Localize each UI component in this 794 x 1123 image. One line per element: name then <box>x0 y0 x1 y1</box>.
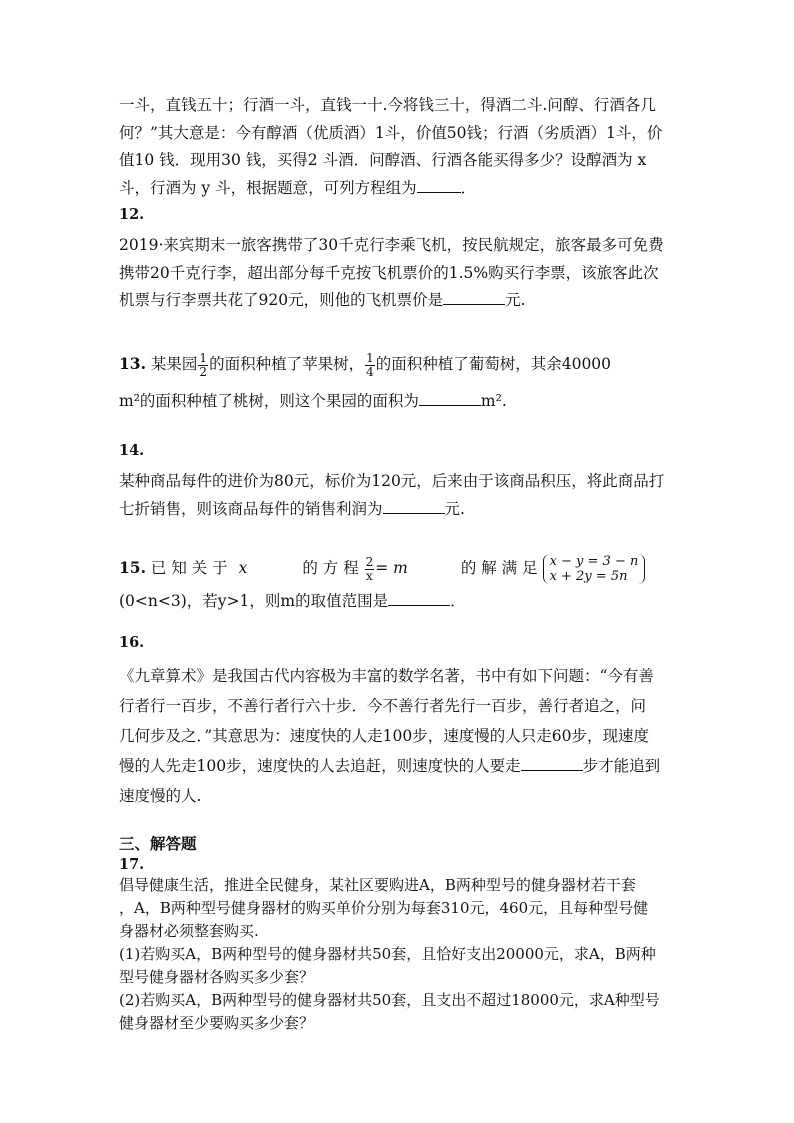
q12-text <box>119 232 675 315</box>
q12-number: 12. <box>119 206 145 223</box>
q16-line1: 《九章算术》是我国古代内容极为丰富的数学名著，书中有如下问题：“今有善 <box>119 667 654 685</box>
q15-number: 15. <box>119 558 146 577</box>
q15-variable-x: x <box>238 559 248 577</box>
q16-number: 16. <box>119 634 145 651</box>
q17-number: 17. <box>119 856 145 873</box>
q12-line2: 携带20千克行李，超出部分每千克按飞机票价的1.5%购买行李票，该旅客此次 <box>119 263 659 282</box>
q16-line5: 速度慢的人. <box>119 787 202 805</box>
q13-fraction-quarter: $\frac{1}{4}$ <box>366 350 374 379</box>
q16-line2: 行者行一百步，不善行者行六十步．今不善行者先行一百步，善行者追之，问 <box>119 697 647 715</box>
q12-line1: 2019·来宾期末一旅客携带了30千克行李乘飞机，按民航规定，旅客最多可免费 <box>119 236 664 254</box>
q15-line2: (0<n<3)，若y>1，则m的取值范围是 ． <box>119 588 675 616</box>
q17-line1: 倡导健康生活，推进全民健身，某社区要购进A，B两种型号的健身器材若干套 <box>119 876 636 894</box>
q14-answer-blank <box>383 497 445 514</box>
q14-number: 14. <box>119 442 145 459</box>
q14-line2: 七折销售，则该商品每件的销售利润为 元. <box>119 496 675 524</box>
q14-line1: 某种商品每件的进价为80元，标价为120元，后来由于该商品积压，将此商品打 <box>119 472 665 490</box>
q11-line4: 斗，行酒为 y 斗，根据题意，可列方程组为 ． <box>119 175 675 203</box>
q13-fraction-half: $\frac{1}{2}$ <box>199 350 208 379</box>
q11-answer-blank <box>417 176 461 193</box>
q16-text <box>119 661 675 811</box>
q13-line2: m²的面积种植了桃树，则这个果园的面积为 m². <box>119 388 675 416</box>
q15-equation-system: x − y = 3 − n x + 2y = 5n <box>543 554 646 584</box>
q16-line3: 几何步及之．”其意思为：速度快的人走100步，速度慢的人只走60步，现速度 <box>119 727 649 745</box>
q17-line5: 型号健身器材各购买多少套？ <box>119 968 315 986</box>
q15-equation-rhs: = m <box>375 559 408 577</box>
q15-fraction: $\frac{2}{x}$ <box>365 554 374 583</box>
q12-line3: 机票与行李票共花了920元，则他的飞机票价是 元. <box>119 287 675 315</box>
q16-answer-blank <box>521 754 583 771</box>
q13-answer-blank <box>419 389 481 406</box>
q15-answer-blank <box>388 589 450 606</box>
q13-number: 13. <box>119 354 146 373</box>
q17-line4: (1)若购买A，B两种型号的健身器材共50套，且恰好支出20000元，求A，B两种 <box>119 945 656 963</box>
q11-line2: 何？”其大意是：今有醇酒（优质酒）1斗，价值50钱；行酒（劣质酒）1斗，价 <box>119 123 663 142</box>
q11-text <box>119 92 675 202</box>
section-title: 三、解答题 <box>119 834 197 853</box>
q12-answer-blank <box>443 288 505 305</box>
q13-line1: 13. 某果园 $\frac{1}{2}$ 的面积种植了苹果树， $\frac{1}{4}$ 的面积种植了葡萄树，其余40000 <box>119 350 612 379</box>
q17-line6: (2)若购买A，B两种型号的健身器材共50套，且支出不超过18000元，求A种型号 <box>119 991 660 1009</box>
q14-text <box>119 468 675 523</box>
q17-line2: ，A，B两种型号健身器材的购买单价分别为每套310元，460元，且每种型号健 <box>119 899 649 917</box>
q17-text <box>119 874 675 1035</box>
q11-line3: 值10 钱．现用30 钱，买得2 斗酒．问醇酒、行酒各能买得多少？设醇酒为 x <box>119 151 647 169</box>
q17-line3: 身器材必须整套购买. <box>119 922 259 940</box>
q11-line1: 一斗，直钱五十；行酒一斗，直钱一十.今将钱三十，得酒二斗.问醇、行酒各几 <box>119 96 656 114</box>
q15-line1: 15. 已 知 关 于 x 的 方 程 $\frac{2}{x}$ = m 的 解 满 足 x − y = 3 − n x + 2y = 5n <box>119 554 675 588</box>
q16-line4: 慢的人先走100步，速度快的人去追赶，则速度快的人要走 步才能追到 <box>119 751 675 781</box>
q17-line7: 健身器材至少要购买多少套？ <box>119 1014 315 1032</box>
